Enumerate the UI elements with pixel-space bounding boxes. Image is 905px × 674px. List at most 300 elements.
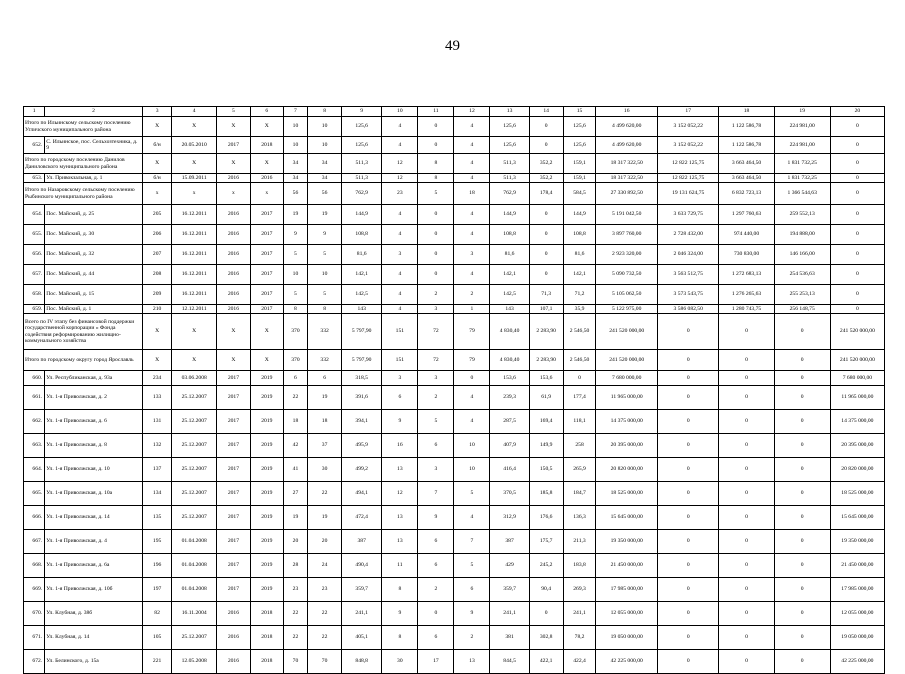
value-cell: 0 [657, 386, 719, 410]
value-cell: 0 [418, 117, 454, 137]
value-cell: 0 [830, 137, 884, 154]
value-cell: 5 [454, 482, 490, 506]
value-cell: 2017 [250, 245, 283, 265]
value-cell: 25.12.2007 [172, 482, 217, 506]
value-cell: 81,6 [490, 245, 529, 265]
value-cell: 494,1 [342, 482, 382, 506]
value-cell: 19 050 000,00 [830, 626, 884, 650]
value-cell: 6 [308, 371, 342, 386]
address-cell: Пос. Майский, д. 15 [45, 285, 143, 305]
row-number-cell: 665. [24, 482, 45, 506]
address-cell: Ул. 1-я Приволжская, д. 10а [45, 482, 143, 506]
value-cell: 2018 [250, 602, 283, 626]
address-cell: Пос. Майский, д. 25 [45, 205, 143, 225]
value-cell: 17 [418, 650, 454, 674]
value-cell: 23 [382, 183, 418, 205]
value-cell: Х [172, 314, 217, 350]
value-cell: 19 [283, 506, 307, 530]
value-cell: 2016 [216, 174, 250, 183]
group-name-cell: Итого по Ильинскому сельскому поселению Угличского муниципального района [24, 117, 143, 137]
value-cell: 125,6 [342, 117, 382, 137]
value-cell: 0 [719, 458, 774, 482]
value-cell: 34 [308, 174, 342, 183]
value-cell: 159,1 [563, 174, 596, 183]
value-cell: 0 [657, 650, 719, 674]
value-cell: 4 499 620,00 [596, 137, 658, 154]
value-cell: 10 [283, 117, 307, 137]
value-cell: 0 [719, 578, 774, 602]
value-cell: 146 166,00 [774, 245, 830, 265]
value-cell: 11 965 000,00 [596, 386, 658, 410]
value-cell: 259 552,13 [774, 205, 830, 225]
value-cell: 0 [774, 410, 830, 434]
value-cell: 72 [418, 350, 454, 371]
value-cell: 4 830,40 [490, 350, 529, 371]
value-cell: Х [172, 154, 217, 174]
value-cell: 2 046 324,00 [657, 245, 719, 265]
row-number-cell: 666. [24, 506, 45, 530]
value-cell: 125,6 [563, 117, 596, 137]
value-cell: 20.05.2010 [172, 137, 217, 154]
value-cell: 0 [774, 434, 830, 458]
value-cell: 37 [308, 434, 342, 458]
group-name-cell: Итого по городскому поселению Данилов Даниловского муниципального района [24, 154, 143, 174]
value-cell: 2018 [250, 137, 283, 154]
value-cell: 2017 [250, 225, 283, 245]
value-cell: 144,9 [342, 205, 382, 225]
value-cell: 762,9 [342, 183, 382, 205]
value-cell: 2 [418, 578, 454, 602]
value-cell: 132 [142, 434, 172, 458]
value-cell: 19 [308, 386, 342, 410]
value-cell: 118,1 [563, 410, 596, 434]
column-number-cell: 16 [596, 107, 658, 117]
value-cell: 21 450 000,00 [830, 554, 884, 578]
value-cell: 5 [418, 410, 454, 434]
value-cell: 3 663 464,50 [719, 154, 774, 174]
value-cell: 472,4 [342, 506, 382, 530]
value-cell: 4 [454, 174, 490, 183]
value-cell: 42 [283, 434, 307, 458]
table-row [24, 174, 885, 183]
value-cell: 21 450 000,00 [596, 554, 658, 578]
value-cell: 7 680 000,00 [830, 371, 884, 386]
value-cell: 1 297 760,63 [719, 205, 774, 225]
value-cell: 1 366 544,63 [774, 183, 830, 205]
value-cell: 287,5 [490, 410, 529, 434]
value-cell: 0 [529, 265, 563, 285]
value-cell: 153,6 [529, 371, 563, 386]
table-row [24, 265, 885, 285]
value-cell: 0 [418, 225, 454, 245]
value-cell: 9 [382, 410, 418, 434]
value-cell: 16.11.2004 [172, 602, 217, 626]
value-cell: 241 520 000,00 [596, 314, 658, 350]
row-number-cell: 667. [24, 530, 45, 554]
value-cell: 209 [142, 285, 172, 305]
page-number: 49 [445, 38, 460, 54]
value-cell: 0 [774, 386, 830, 410]
value-cell: 22 [283, 626, 307, 650]
table-row [24, 434, 885, 458]
value-cell: 196 [142, 554, 172, 578]
value-cell: 3 [382, 371, 418, 386]
address-cell: Пос. Майский, д. 44 [45, 265, 143, 285]
value-cell: 352,2 [529, 154, 563, 174]
value-cell: 0 [657, 578, 719, 602]
value-cell: 490,4 [342, 554, 382, 578]
value-cell: 70 [283, 650, 307, 674]
value-cell: 7 680 000,00 [596, 371, 658, 386]
table-row [24, 650, 885, 674]
value-cell: 10 [454, 434, 490, 458]
row-number-cell: 655. [24, 225, 45, 245]
row-number-cell: 669. [24, 578, 45, 602]
group-name-cell: Итого по городскому округу город Ярославль [24, 350, 143, 371]
value-cell: 0 [774, 554, 830, 578]
value-cell: 6 [454, 578, 490, 602]
value-cell: 12 822 125,75 [657, 154, 719, 174]
table-row [24, 626, 885, 650]
value-cell: 2018 [250, 626, 283, 650]
value-cell: 20 820 000,00 [596, 458, 658, 482]
value-cell: 25.12.2007 [172, 434, 217, 458]
value-cell: 3 586 082,50 [657, 305, 719, 314]
value-cell: 2018 [250, 650, 283, 674]
value-cell: 151 [382, 314, 418, 350]
value-cell: 2019 [250, 530, 283, 554]
value-cell: 19 [308, 205, 342, 225]
value-cell: 17 985 000,00 [830, 578, 884, 602]
value-cell: 332 [308, 314, 342, 350]
value-cell: 175,7 [529, 530, 563, 554]
group-name-cell: Итого по Назаровскому сельскому поселению Рыбинского муниципального района [24, 183, 143, 205]
value-cell: 18 317 322,50 [596, 154, 658, 174]
value-cell: 136,3 [563, 506, 596, 530]
value-cell: 4 499 620,00 [596, 117, 658, 137]
value-cell: 8 [418, 174, 454, 183]
value-cell: 108,8 [563, 225, 596, 245]
column-number-cell: 14 [529, 107, 563, 117]
value-cell: 0 [719, 386, 774, 410]
value-cell: 105 [142, 626, 172, 650]
value-cell: 82 [142, 602, 172, 626]
value-cell: Х [216, 154, 250, 174]
total-row [24, 183, 885, 205]
value-cell: 9 [418, 506, 454, 530]
value-cell: 3 152 052,22 [657, 117, 719, 137]
value-cell: 18 [283, 410, 307, 434]
value-cell: 144,9 [490, 205, 529, 225]
value-cell: 207 [142, 245, 172, 265]
value-cell: 224 981,00 [774, 137, 830, 154]
value-cell: 19 350 000,00 [830, 530, 884, 554]
value-cell: 3 [418, 305, 454, 314]
value-cell: 2017 [216, 434, 250, 458]
value-cell: 2016 [216, 265, 250, 285]
address-cell: Ул. Клубная, д. 38б [45, 602, 143, 626]
value-cell: 4 [382, 305, 418, 314]
value-cell: 134 [142, 482, 172, 506]
value-cell: 6 [382, 386, 418, 410]
value-cell: 8 [283, 305, 307, 314]
value-cell: 2 283,90 [529, 350, 563, 371]
value-cell: 25.12.2007 [172, 458, 217, 482]
value-cell: 01.04.2008 [172, 530, 217, 554]
table-row [24, 554, 885, 578]
value-cell: 9 [283, 225, 307, 245]
row-number-cell: 661. [24, 386, 45, 410]
value-cell: 4 [454, 225, 490, 245]
value-cell: 4 [454, 137, 490, 154]
value-cell: 27 [283, 482, 307, 506]
value-cell: 10 [308, 265, 342, 285]
value-cell: Х [216, 117, 250, 137]
value-cell: 370,5 [490, 482, 529, 506]
value-cell: 2 546,50 [563, 314, 596, 350]
value-cell: 3 152 052,22 [657, 137, 719, 154]
value-cell: 0 [657, 314, 719, 350]
value-cell: 81,6 [563, 245, 596, 265]
value-cell: 19 350 000,00 [596, 530, 658, 554]
value-cell: 2016 [216, 626, 250, 650]
value-cell: х [142, 183, 172, 205]
value-cell: 2019 [250, 506, 283, 530]
value-cell: 195 [142, 530, 172, 554]
value-cell: 5 105 062,50 [596, 285, 658, 305]
value-cell: 2019 [250, 458, 283, 482]
value-cell: 0 [563, 371, 596, 386]
value-cell: 2019 [250, 482, 283, 506]
value-cell: 1 272 683,13 [719, 265, 774, 285]
value-cell: 762,9 [490, 183, 529, 205]
value-cell: 241 520 000,00 [596, 350, 658, 371]
column-number-cell: 4 [172, 107, 217, 117]
value-cell: 211,3 [563, 530, 596, 554]
value-cell: 0 [830, 183, 884, 205]
value-cell: 8 [418, 154, 454, 174]
value-cell: 5 [283, 285, 307, 305]
value-cell: 241,1 [490, 602, 529, 626]
value-cell: 12.12.2011 [172, 305, 217, 314]
value-cell: 0 [657, 554, 719, 578]
column-number-row [24, 107, 885, 117]
value-cell: 125,6 [490, 117, 529, 137]
value-cell: 5 191 042,50 [596, 205, 658, 225]
value-cell: 01.04.2008 [172, 554, 217, 578]
value-cell: 197 [142, 578, 172, 602]
value-cell: 0 [719, 410, 774, 434]
value-cell: 5 797,90 [342, 350, 382, 371]
value-cell: 5 122 975,00 [596, 305, 658, 314]
total-row [24, 350, 885, 371]
value-cell: 20 395 000,00 [830, 434, 884, 458]
value-cell: 12 055 000,00 [596, 602, 658, 626]
value-cell: 0 [719, 602, 774, 626]
value-cell: 254 536,63 [774, 265, 830, 285]
table-row [24, 482, 885, 506]
value-cell: 7 [418, 482, 454, 506]
value-cell: Х [142, 350, 172, 371]
value-cell: 30 [382, 650, 418, 674]
value-cell: 0 [418, 602, 454, 626]
value-cell: 4 [382, 225, 418, 245]
value-cell: 511,3 [342, 154, 382, 174]
value-cell: 22 [283, 386, 307, 410]
value-cell: 422,4 [563, 650, 596, 674]
value-cell: 12 [382, 154, 418, 174]
address-cell: Ул. 1-я Приволжская, д. 10б [45, 578, 143, 602]
value-cell: 0 [774, 482, 830, 506]
value-cell: 2017 [216, 386, 250, 410]
value-cell: 78,2 [563, 626, 596, 650]
value-cell: 6 [418, 434, 454, 458]
value-cell: 2017 [216, 137, 250, 154]
value-cell: 0 [830, 117, 884, 137]
column-number-cell: 9 [342, 107, 382, 117]
value-cell: 2 [418, 386, 454, 410]
row-number-cell: 664. [24, 458, 45, 482]
value-cell: 2017 [216, 458, 250, 482]
column-number-cell: 15 [563, 107, 596, 117]
value-cell: 133 [142, 386, 172, 410]
value-cell: 5 [308, 245, 342, 265]
value-cell: Х [250, 350, 283, 371]
value-cell: 25.12.2007 [172, 626, 217, 650]
value-cell: Х [172, 117, 217, 137]
value-cell: 20 395 000,00 [596, 434, 658, 458]
value-cell: х [172, 183, 217, 205]
value-cell: 241,1 [563, 602, 596, 626]
row-number-cell: 657. [24, 265, 45, 285]
value-cell: 2017 [216, 554, 250, 578]
value-cell: 0 [454, 371, 490, 386]
value-cell: 125,6 [563, 137, 596, 154]
value-cell: 511,3 [490, 154, 529, 174]
value-cell: 30 [308, 458, 342, 482]
value-cell: 71,2 [563, 285, 596, 305]
value-cell: Х [250, 154, 283, 174]
value-cell: 318,5 [342, 371, 382, 386]
value-cell: 9 [308, 225, 342, 245]
value-cell: 176,6 [529, 506, 563, 530]
value-cell: 90,4 [529, 578, 563, 602]
value-cell: 15 645 000,00 [596, 506, 658, 530]
value-cell: 18 [454, 183, 490, 205]
total-row [24, 117, 885, 137]
value-cell: 269,3 [563, 578, 596, 602]
value-cell: 2016 [216, 602, 250, 626]
value-cell: 1 280 743,75 [719, 305, 774, 314]
value-cell: 0 [529, 245, 563, 265]
total-row [24, 314, 885, 350]
value-cell: 12 [382, 482, 418, 506]
table-body [24, 107, 885, 674]
value-cell: 5 [283, 245, 307, 265]
value-cell: 3 633 729,75 [657, 205, 719, 225]
value-cell: 2016 [216, 650, 250, 674]
value-cell: 8 [308, 305, 342, 314]
value-cell: 0 [529, 117, 563, 137]
table-row [24, 386, 885, 410]
table-row [24, 225, 885, 245]
address-cell: Ул. Белинского, д. 15а [45, 650, 143, 674]
value-cell: Х [250, 117, 283, 137]
row-number-cell: 660. [24, 371, 45, 386]
value-cell: 14 375 000,00 [596, 410, 658, 434]
table-row [24, 205, 885, 225]
value-cell: 974 440,00 [719, 225, 774, 245]
value-cell: 0 [418, 245, 454, 265]
value-cell: 20 [283, 530, 307, 554]
column-number-cell: 5 [216, 107, 250, 117]
value-cell: 194 888,00 [774, 225, 830, 245]
value-cell: 153,6 [490, 371, 529, 386]
value-cell: 9 [382, 602, 418, 626]
value-cell: 6 [418, 554, 454, 578]
value-cell: 4 [454, 205, 490, 225]
value-cell: 4 [454, 506, 490, 530]
value-cell: 2016 [250, 174, 283, 183]
value-cell: 0 [657, 530, 719, 554]
value-cell: 0 [719, 626, 774, 650]
value-cell: 16 [382, 434, 418, 458]
value-cell: 131 [142, 410, 172, 434]
value-cell: 0 [719, 350, 774, 371]
value-cell: 142,5 [342, 285, 382, 305]
value-cell: 205 [142, 205, 172, 225]
value-cell: 10 [308, 137, 342, 154]
value-cell: 12 055 000,00 [830, 602, 884, 626]
value-cell: 1 122 586,78 [719, 117, 774, 137]
value-cell: 0 [719, 371, 774, 386]
column-number-cell: 17 [657, 107, 719, 117]
value-cell: 3 [454, 245, 490, 265]
value-cell: 0 [529, 205, 563, 225]
value-cell: 56 [283, 183, 307, 205]
value-cell: 2016 [216, 205, 250, 225]
address-cell: Ул. 1-я Приволжская, д. 4 [45, 530, 143, 554]
value-cell: 12 [382, 174, 418, 183]
value-cell: 239,3 [490, 386, 529, 410]
value-cell: 15 645 000,00 [830, 506, 884, 530]
housing-register-table [23, 106, 885, 674]
value-cell: 844,5 [490, 650, 529, 674]
table-row [24, 245, 885, 265]
value-cell: 0 [657, 371, 719, 386]
value-cell: 149,9 [529, 434, 563, 458]
value-cell: 3 573 543,75 [657, 285, 719, 305]
value-cell: 5 797,90 [342, 314, 382, 350]
value-cell: 79 [454, 350, 490, 371]
value-cell: 18 525 000,00 [830, 482, 884, 506]
value-cell: 4 [382, 117, 418, 137]
value-cell: 28 [283, 554, 307, 578]
value-cell: 0 [657, 626, 719, 650]
value-cell: 169,4 [529, 410, 563, 434]
address-cell: Пос. Майский, д. 1 [45, 305, 143, 314]
value-cell: 0 [719, 482, 774, 506]
value-cell: 394,1 [342, 410, 382, 434]
value-cell: 17 985 000,00 [596, 578, 658, 602]
value-cell: 150,5 [529, 458, 563, 482]
column-number-cell: 13 [490, 107, 529, 117]
value-cell: 221 [142, 650, 172, 674]
value-cell: 10 [308, 117, 342, 137]
value-cell: 387 [490, 530, 529, 554]
value-cell: 2019 [250, 578, 283, 602]
value-cell: 137 [142, 458, 172, 482]
